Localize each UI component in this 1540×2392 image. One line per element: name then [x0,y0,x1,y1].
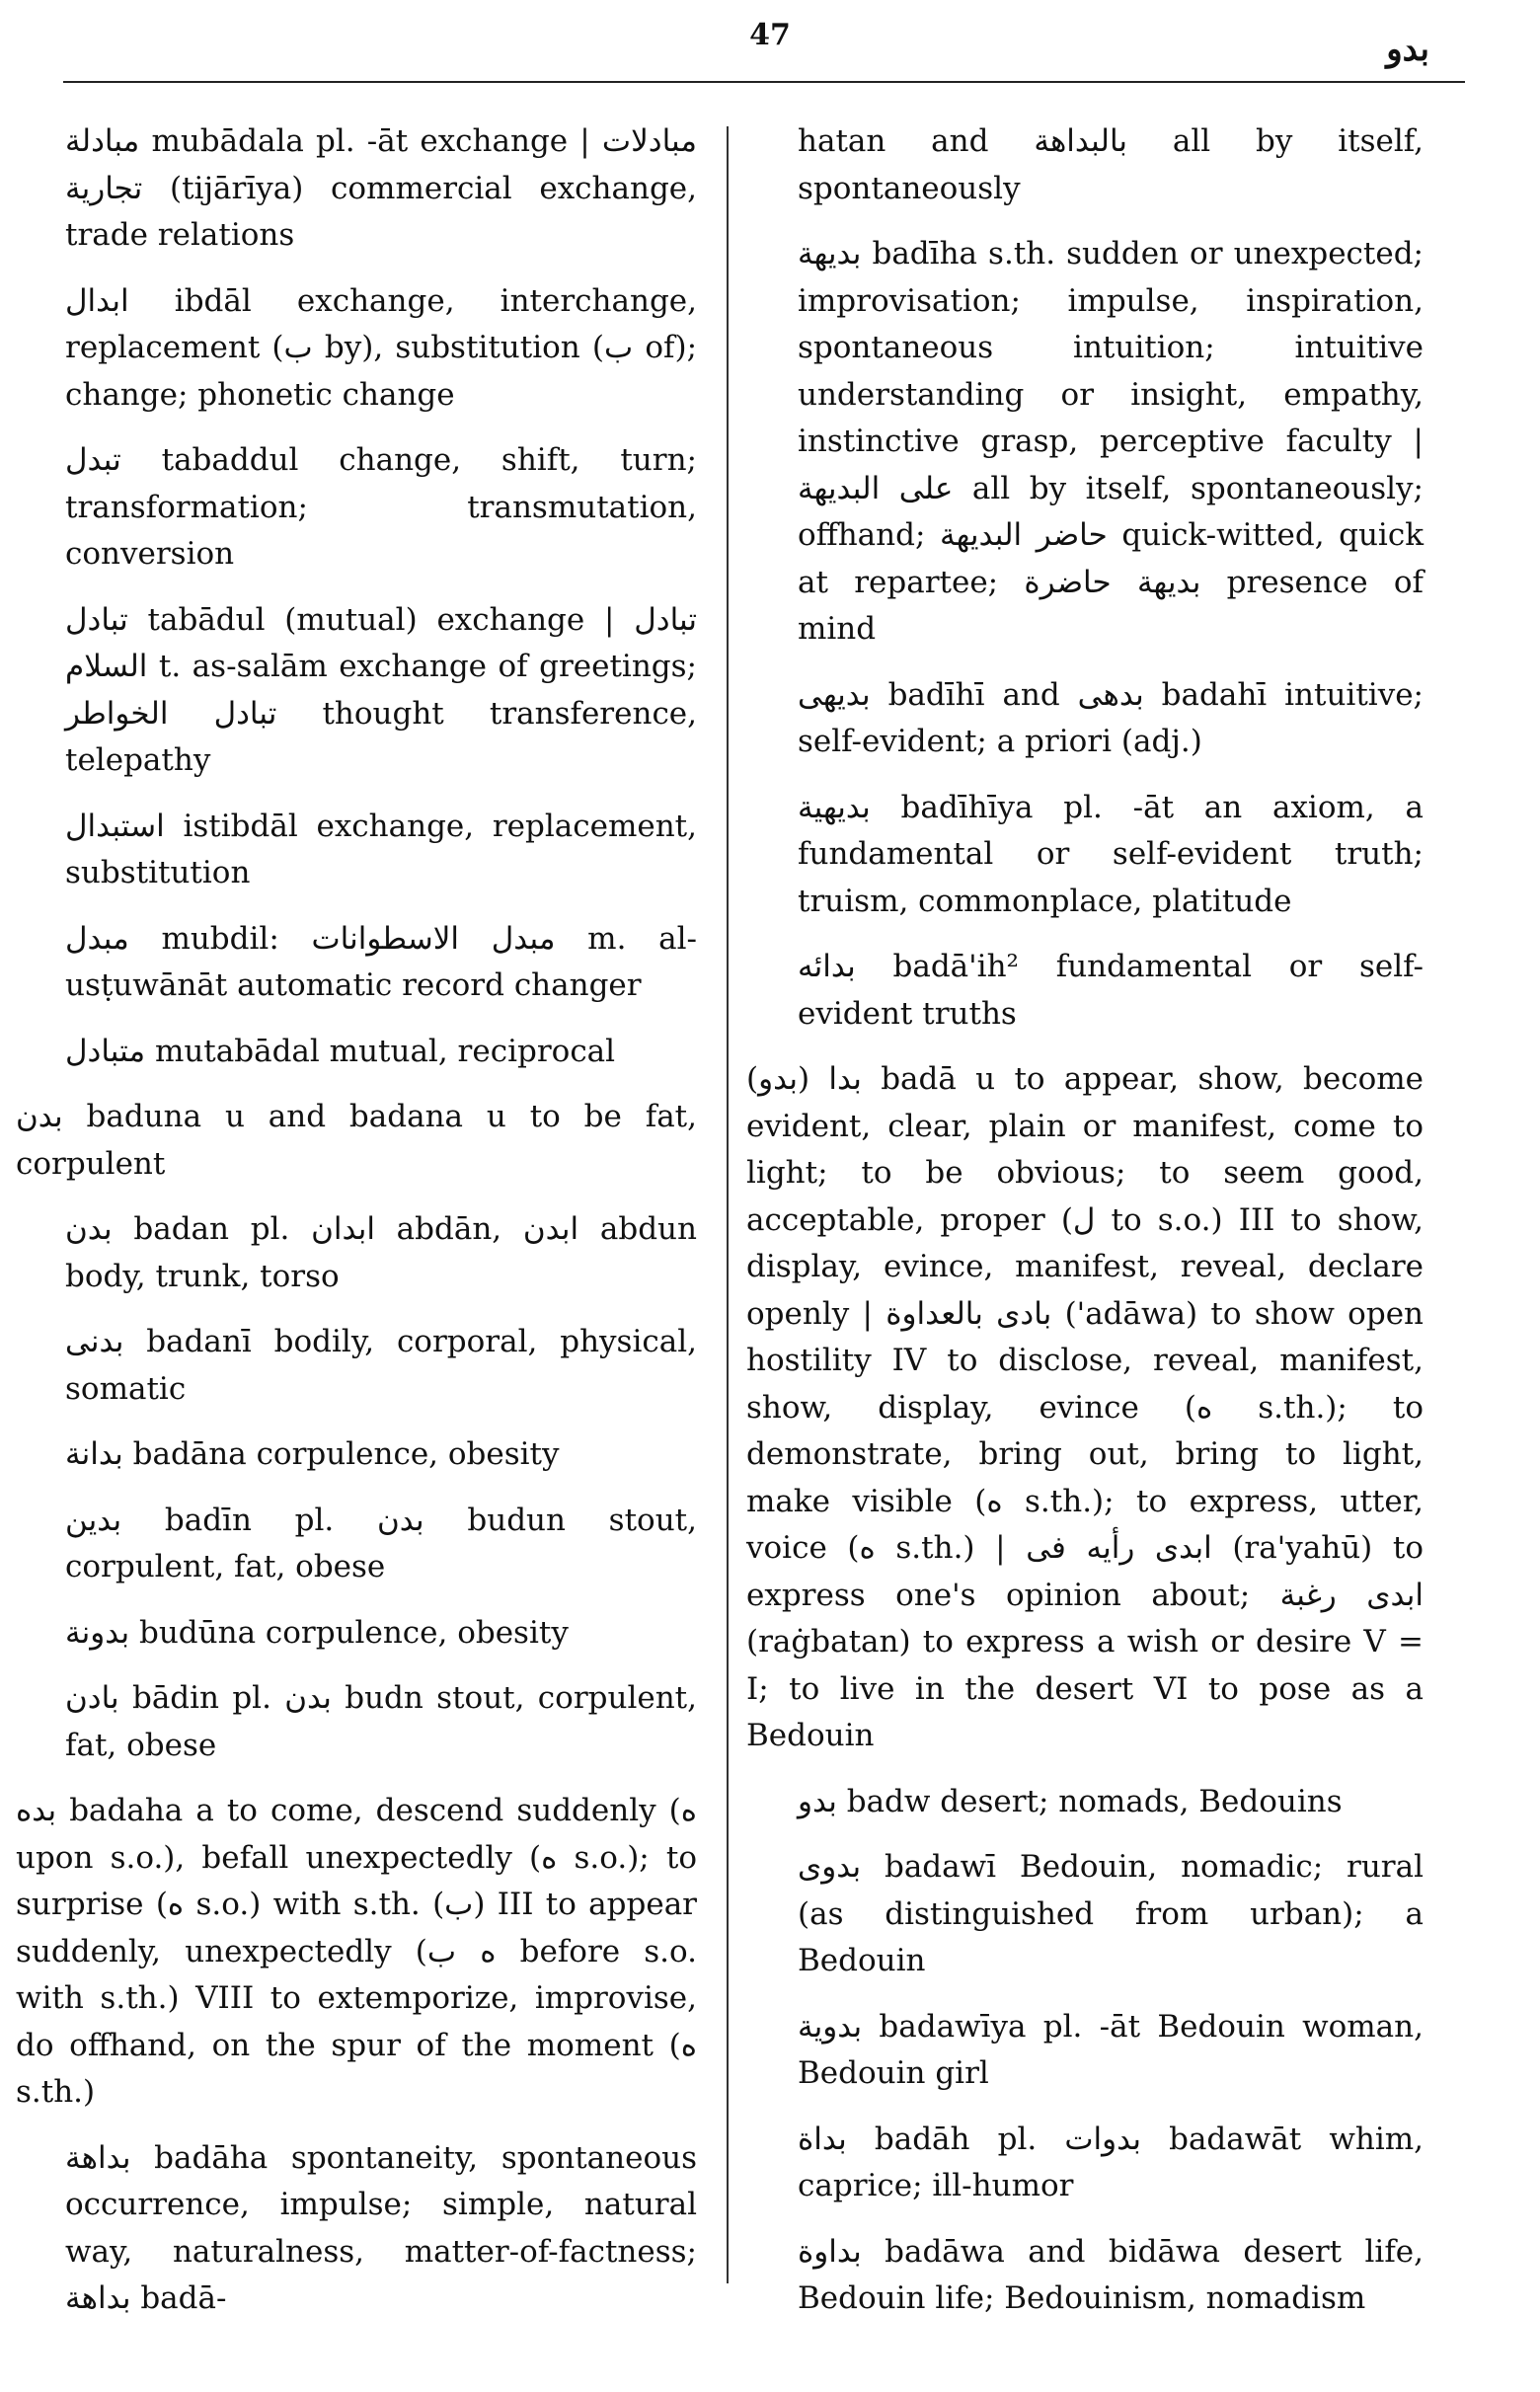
dictionary-root-entry: بدن baduna u and badana u to be fat, corpulent [16,1099,697,1182]
dictionary-entry: تبادل tabādul (mutual) exchange | تبادل السلام t. as-salām exchange of greetings; تبادل الخواطر thought transference, telepathy [65,601,698,778]
dictionary-entry: بدونة budūna corpulence, obesity [65,1614,569,1651]
dictionary-entry: مبادلة mubādala pl. -āt exchange | مبادلات تجارية (tijārīya) commercial exchange, trade relations [65,123,697,253]
dictionary-entry: بدانة badāna corpulence, obesity [65,1436,560,1472]
dictionary-entry: بديهى badīhī and بدهى badahī intuitive; self-evident; a priori (adj.) [798,676,1424,759]
column-divider [727,126,729,2283]
dictionary-entry: بداهة badāha spontaneity, spontaneous occurrence, impulse; simple, natural way, naturalness, matter-of-factness; بداهة badā- [65,2139,697,2316]
dictionary-entry: ابدال ibdāl exchange, interchange, replacement (ب by), substitution (ب of); change; phonetic change [65,282,698,413]
dictionary-entry: بداة badāh pl. بدوات badawāt whim, caprice; ill-humor [798,2121,1424,2203]
running-head: بدو [1386,30,1429,69]
dictionary-entry: تبدل tabaddul change, shift, turn; transformation; transmutation, conversion [65,442,697,572]
header-rule [63,81,1465,83]
dictionary-entry: بديهية badīhīya pl. -āt an axiom, a fundamental or self-evident truth; truism, commonplace, platitude [798,789,1424,919]
dictionary-entry: بداوة badāwa and bidāwa desert life, Bedouin life; Bedouinism, nomadism [798,2233,1424,2316]
dictionary-entry: بدائه badā'ih² fundamental or self-evident truths [798,949,1424,1032]
dictionary-entry: بديهة badīha s.th. sudden or unexpected; improvisation; impulse, inspiration, spontaneous intuition; intuitive understanding or insight, empathy, instinctive grasp, perceptive faculty | على البديهة all by itself, spontaneously; offhand; حاضر البديهة quick-witted, quick at repartee; بديهة حاضرة presence of mind [798,236,1424,647]
dictionary-entry: بادن bādin pl. بدن budn stout, corpulent, fat, obese [65,1680,697,1763]
dictionary-entry: بدوى badawī Bedouin, nomadic; rural (as distinguished from urban); a Bedouin [798,1849,1424,1978]
page-number: 47 [749,18,791,52]
dictionary-entry: بدوية badawīya pl. -āt Bedouin woman, Bedouin girl [798,2008,1424,2091]
dictionary-entry: بدن badan pl. ابدان abdān, ابدن abdun body, trunk, torso [65,1211,697,1294]
dictionary-entry: بدين badīn pl. بدن budun stout, corpulent, fat, obese [65,1502,697,1584]
dictionary-entry: hatan and بالبداهة all by itself, spontaneously [798,123,1424,206]
dictionary-entry: استبدال istibdāl exchange, replacement, substitution [65,808,697,890]
dictionary-entry: بدو badw desert; nomads, Bedouins [798,1783,1343,1819]
dictionary-root-entry: بده badaha a to come, descend suddenly (ه upon s.o.), befall unexpectedly (ه s.o.); to surprise (ه s.o.) with s.th. (ب) III to appear suddenly, unexpectedly (ه ب before s.o. with s.th.) VIII to extemporize, improvise, do offhand, on the spur of the moment (ه s.th.) [16,1793,698,2110]
right-column [746,118,1424,2342]
dictionary-entry: بدنى badanī bodily, corporal, physical, somatic [65,1324,697,1407]
dictionary-entry: مبدل mubdil: مبدل الاسطوانات m. al-usṭuwānāt automatic record changer [65,920,697,1003]
left-column [16,118,698,2342]
dictionary-entry: متبادل mutabādal mutual, reciprocal [65,1033,616,1069]
dictionary-root-entry: (بدو) بدا badā u to appear, show, become evident, clear, plain or manifest, come to light; to be obvious; to seem good, acceptable, proper (ل to s.o.) III to show, display, evince, manifest, reveal, declare openly | بادى بالعداوة ('adāwa) to show open hostility IV to disclose, reveal, manifest, show, display, evince (ه s.th.); to demonstrate, bring out, bring to light, make visible (ه s.th.); to express, utter, voice (ه s.th.) | ابدى رأيه فى (ra'yahū) to express one's opinion about; ابدى رغبة (raġbatan) to express a wish or desire V = I; to live in the desert VI to pose as a Bedouin [746,1061,1424,1753]
